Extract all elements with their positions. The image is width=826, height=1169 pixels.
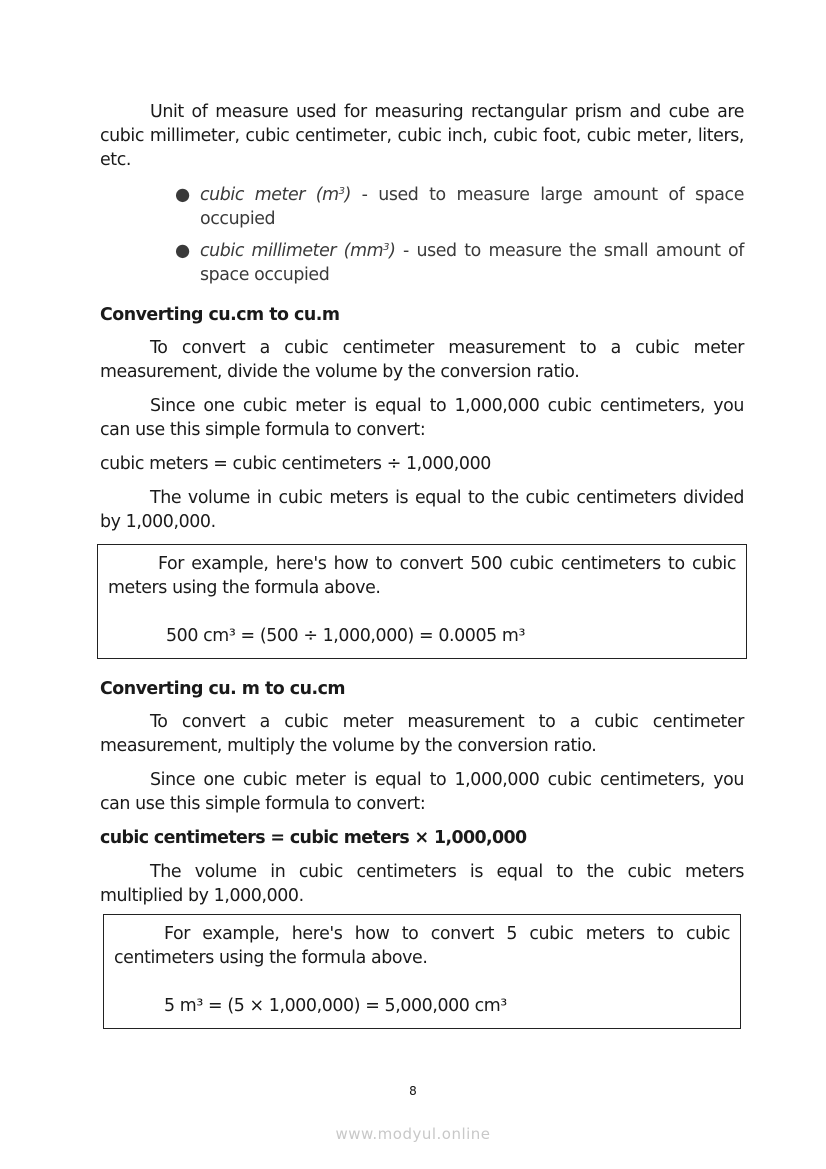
intro-paragraph: Unit of measure used for measuring rectangular prism and cube are cubic millimeter, cubic centimeter, cubic inch, cubic foot, cubic meter, liters, etc. [100, 102, 744, 170]
bullet-dot-icon: ● [175, 241, 190, 261]
document-page [100, 100, 744, 1047]
conversion-formula: cubic meters = cubic centimeters ÷ 1,000,000 [100, 454, 491, 474]
list-item-cubic-millimeter [175, 240, 744, 287]
section-paragraph: To convert a cubic centimeter measurement to a cubic meter measurement, divide the volume by the conversion ratio. [100, 338, 744, 382]
term-description: - used to measure large amount of space occupied [200, 185, 744, 229]
term-text: cubic millimeter (mm [200, 241, 384, 261]
term [200, 185, 351, 205]
section-paragraph: Since one cubic meter is equal to 1,000,000 cubic centimeters, you can use this simple formula to convert: [100, 396, 744, 440]
section-heading: Converting cu. m to cu.cm [100, 679, 346, 699]
section-paragraph: Since one cubic meter is equal to 1,000,000 cubic centimeters, you can use this simple formula to convert: [100, 770, 744, 814]
list-item-cubic-meter [175, 184, 744, 231]
term-close: ) [389, 241, 396, 261]
term-description: - used to measure the small amount of space occupied [200, 241, 744, 285]
example-box [97, 544, 747, 659]
watermark: www.modyul.online [335, 1125, 491, 1143]
section-paragraph: The volume in cubic meters is equal to the cubic centimeters divided by 1,000,000. [100, 488, 744, 532]
term [200, 241, 396, 261]
superscript: 3 [383, 242, 390, 253]
section-heading: Converting cu.cm to cu.m [100, 305, 340, 325]
example-calculation: 5 m³ = (5 × 1,000,000) = 5,000,000 cm³ [164, 996, 507, 1016]
example-calculation: 500 cm³ = (500 ÷ 1,000,000) = 0.0005 m³ [166, 626, 526, 646]
term-text: cubic meter (m [200, 185, 339, 205]
example-text: For example, here's how to convert 5 cubic meters to cubic centimeters using the formula above. [114, 924, 730, 968]
example-text: For example, here's how to convert 500 cubic centimeters to cubic meters using the formula above. [108, 554, 736, 598]
unit-list [100, 184, 744, 287]
superscript: 3 [338, 186, 345, 197]
section-cucm-to-cum [100, 303, 744, 659]
conversion-formula: cubic centimeters = cubic meters × 1,000,000 [100, 828, 527, 848]
term-close: ) [344, 185, 351, 205]
section-paragraph: The volume in cubic centimeters is equal to the cubic meters multiplied by 1,000,000. [100, 862, 744, 906]
page-number: 8 [409, 1084, 417, 1098]
section-paragraph: To convert a cubic meter measurement to a cubic centimeter measurement, multiply the volume by the conversion ratio. [100, 712, 744, 756]
example-box [103, 914, 741, 1029]
section-cum-to-cucm [100, 677, 744, 1029]
bullet-dot-icon: ● [175, 185, 190, 205]
